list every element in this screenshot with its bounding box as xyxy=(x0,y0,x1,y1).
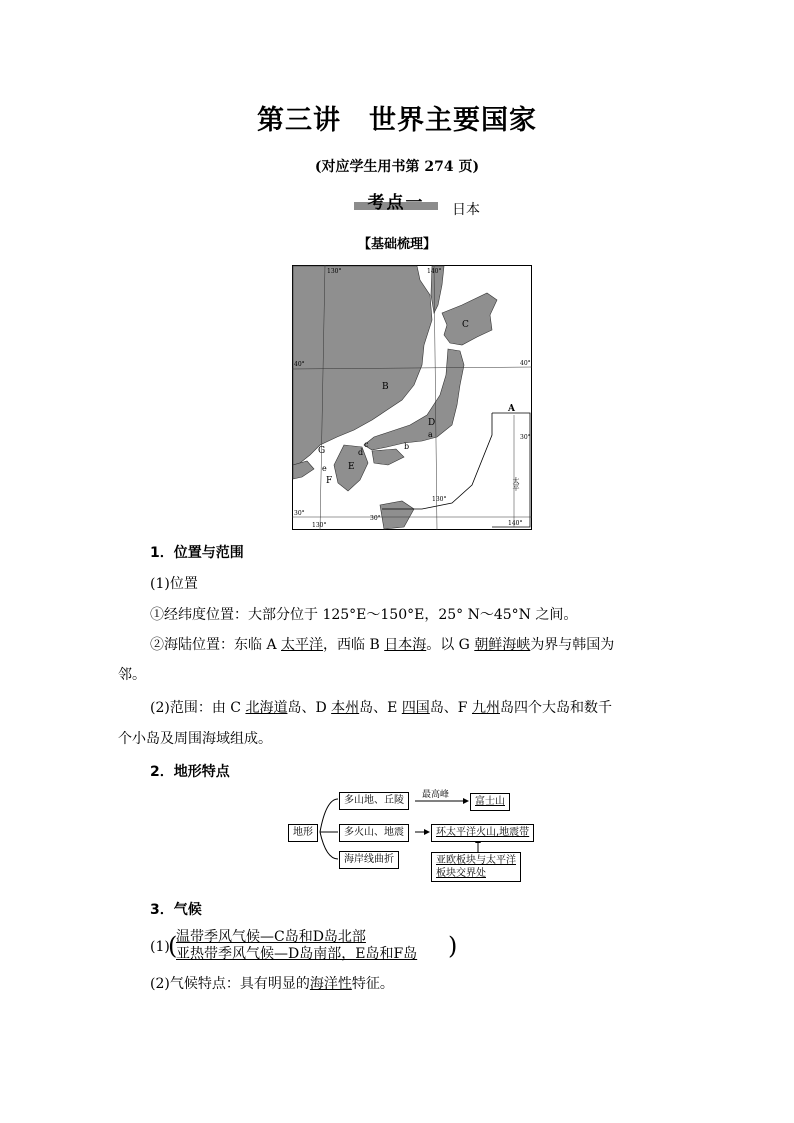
map-letter-c: C xyxy=(462,320,469,330)
diagram-volcanoes: 多火山、地震 xyxy=(339,824,409,842)
answer-kyushu: 九州 xyxy=(471,700,500,716)
section2-heading: 2．地形特点 xyxy=(150,764,230,780)
map-letter-d: D xyxy=(428,418,436,428)
climate-feature xyxy=(150,974,394,994)
answer-sea-of-japan: 日本海 xyxy=(384,637,427,653)
page-reference: (对应学生用书第 274 页) xyxy=(314,159,480,175)
section1-lat-lon: ①经纬度位置：大部分位于 125°E～150°E，25° N～45°N 之间。 xyxy=(150,607,578,623)
brace-right: ) xyxy=(448,932,458,960)
climate-subtropical xyxy=(176,944,417,964)
answer-maritime: 海洋性 xyxy=(309,976,352,992)
map-letter-f: F xyxy=(326,476,333,486)
lat-label-40-right: 40° xyxy=(520,360,531,367)
answer-shikoku: 四国 xyxy=(401,700,430,716)
answer-subtropical-monsoon: 亚热带季风气候—D岛南部，E岛和F岛 xyxy=(176,946,418,962)
page-title: 第三讲 世界主要国家 xyxy=(257,105,537,136)
map-letter-b: B xyxy=(382,382,389,392)
section1-sea-land xyxy=(150,635,680,655)
map-ocean-label: 太平 xyxy=(512,477,520,491)
section1-sub1: (1)位置 xyxy=(150,576,198,592)
map-letter-e: E xyxy=(348,462,355,472)
section1-scope xyxy=(150,698,680,718)
kaodian-badge xyxy=(354,190,438,212)
lat-label-30-inset: 30° xyxy=(520,434,531,441)
text-span: (2)范围：由 C xyxy=(150,700,246,716)
text-span: 岛、D xyxy=(287,700,332,716)
section3-heading: 3．气候 xyxy=(150,902,202,918)
japan-map xyxy=(292,265,532,530)
map-letter-g: G xyxy=(318,446,326,456)
answer-temperate-monsoon: 温带季风气候—C岛和D岛北部 xyxy=(176,929,366,945)
kaodian-topic: 日本 xyxy=(452,202,480,218)
diagram-arrow-label: 最高峰 xyxy=(422,790,450,800)
text-span: 岛、E xyxy=(359,700,402,716)
section-tag: 【基础梳理】 xyxy=(357,237,436,252)
answer-honshu: 本州 xyxy=(331,700,360,716)
text-span: (2)气候特点：具有明显的 xyxy=(150,976,310,992)
section1-sea-land-cont: 邻。 xyxy=(118,667,146,683)
section1-heading: 1．位置与范围 xyxy=(150,545,244,561)
diagram-mountains: 多山地、丘陵 xyxy=(339,792,409,810)
text-span: ②海陆位置：东临 A xyxy=(150,637,282,653)
map-letter-a-small: a xyxy=(428,430,433,439)
section1-scope-cont: 个小岛及周围海域组成。 xyxy=(118,731,272,747)
lon-label-140-inset: 140° xyxy=(508,520,523,527)
map-letter-a-ocean: A xyxy=(508,404,515,414)
answer-hokkaido: 北海道 xyxy=(245,700,288,716)
lon-label-130-top: 130° xyxy=(327,268,342,275)
text-span: 。以 G xyxy=(426,637,475,653)
lon-label-130-inset: 130° xyxy=(432,496,447,503)
lon-label-140-top: 140° xyxy=(427,268,442,275)
lat-label-30-mid: 30° xyxy=(370,515,381,522)
text-span: 为界与韩国为 xyxy=(530,637,615,653)
text-span: ，西临 B xyxy=(323,637,385,653)
answer-korea-strait: 朝鲜海峡 xyxy=(474,637,531,653)
map-letter-b-small: b xyxy=(404,442,410,451)
cause-line-2: 板块交界处 xyxy=(436,868,486,879)
lat-label-40-left: 40° xyxy=(294,361,305,368)
lat-label-30-left: 30° xyxy=(294,510,305,517)
diagram-mt-fuji: 富士山 xyxy=(470,793,510,811)
cause-line-1: 亚欧板块与太平洋 xyxy=(436,855,516,866)
text-span: 岛四个大岛和数千 xyxy=(499,700,612,716)
climate-prefix: (1) xyxy=(150,939,170,955)
map-letter-c-small: c xyxy=(364,440,369,449)
answer-pacific: 太平洋 xyxy=(281,637,324,653)
map-letter-d-small: d xyxy=(358,448,364,457)
diagram-root: 地形 xyxy=(288,824,318,842)
diagram-plate-boundary xyxy=(431,852,521,882)
brace-left: ( xyxy=(168,932,178,960)
text-span: 岛、F xyxy=(429,700,472,716)
badge-label: 考点一 xyxy=(367,193,425,213)
diagram-coastline: 海岸线曲折 xyxy=(339,851,399,869)
terrain-diagram xyxy=(288,787,538,889)
lon-label-130-bottom: 130° xyxy=(312,522,327,529)
text-span: 特征。 xyxy=(351,976,394,992)
map-letter-e-small: e xyxy=(322,464,327,473)
diagram-ring-of-fire: 环太平洋火山,地震带 xyxy=(431,824,534,842)
